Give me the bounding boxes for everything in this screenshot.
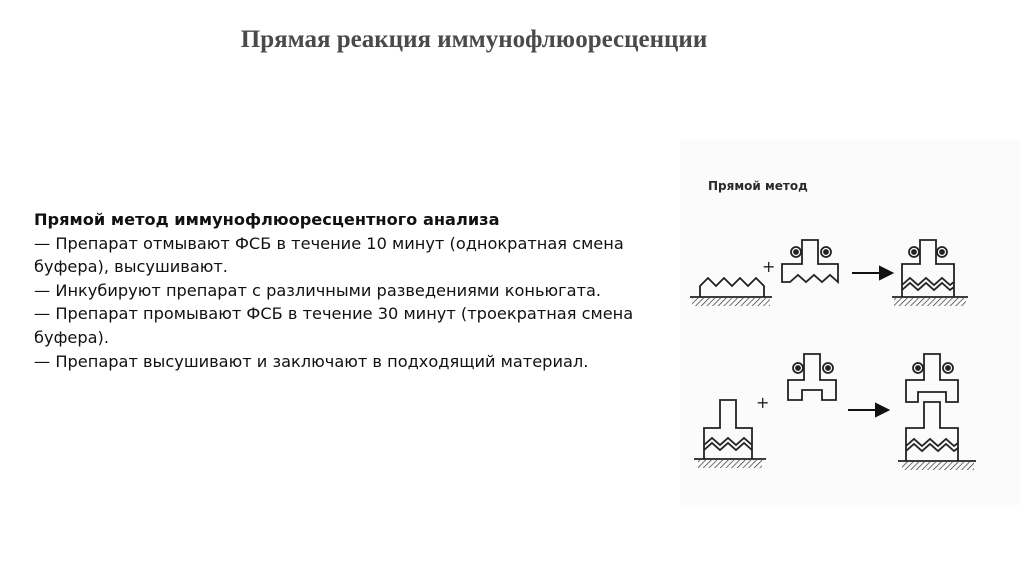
substrate-antigen-1 (690, 278, 772, 306)
bound-complex-1 (892, 240, 968, 306)
bound-complex-2 (898, 354, 976, 470)
direct-method-diagram (680, 140, 1020, 505)
diagram-label: Прямой метод (708, 179, 808, 193)
method-heading: Прямой метод иммунофлюоресцентного анализа (34, 210, 500, 229)
slide-title: Прямая реакция иммунофлюоресценции (240, 26, 708, 53)
arrow-1 (852, 267, 892, 279)
labeled-antibody-2 (788, 354, 836, 400)
method-description (34, 208, 674, 373)
labeled-antibody-1 (782, 240, 838, 282)
step-1: — Препарат отмывают ФСБ в течение 10 минут (однократная смена буфера), высушивают. (34, 233, 624, 277)
arrow-2 (848, 404, 888, 416)
diagram-svg (680, 140, 1020, 505)
step-2: — Инкубируют препарат с различными разведениями коньюгата. (34, 280, 602, 300)
plus-sign-1: + (762, 257, 776, 276)
step-3: — Препарат промывают ФСБ в течение 30 минут (троекратная смена буфера). (34, 304, 634, 347)
step-4: — Препарат высушивают и заключают в подходящий материал. (34, 351, 589, 371)
plus-sign-2: + (756, 393, 770, 412)
